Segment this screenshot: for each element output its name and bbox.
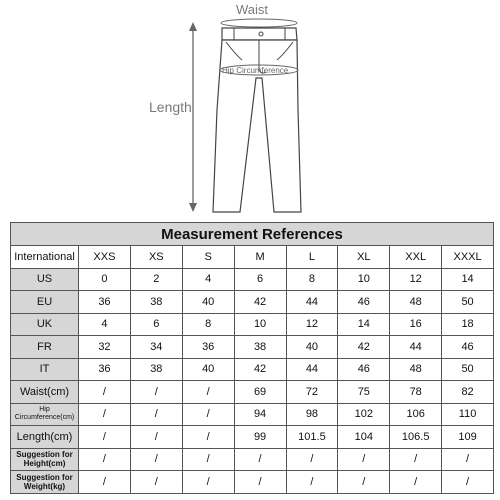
table-cell: / <box>130 403 182 426</box>
table-cell: 8 <box>182 313 234 336</box>
table-cell: 44 <box>390 336 442 359</box>
table-cell: 18 <box>442 313 494 336</box>
table-row <box>11 291 494 314</box>
table-cell: 50 <box>442 291 494 314</box>
table-cell: / <box>79 448 131 471</box>
table-cell: 14 <box>442 268 494 291</box>
table-row <box>11 426 494 449</box>
header-cell: XS <box>130 246 182 269</box>
pants-measurement-diagram <box>0 0 500 222</box>
table-cell: 46 <box>338 358 390 381</box>
table-cell: 8 <box>286 268 338 291</box>
table-cell: 106 <box>390 403 442 426</box>
table-cell: 110 <box>442 403 494 426</box>
table-cell: 12 <box>286 313 338 336</box>
hip-circumference-label: Hip Circumference <box>222 66 289 75</box>
table-cell: 109 <box>442 426 494 449</box>
table-row <box>11 403 494 426</box>
header-cell: XL <box>338 246 390 269</box>
pants-outline-illustration <box>0 0 500 222</box>
table-cell: 46 <box>442 336 494 359</box>
table-cell: / <box>182 448 234 471</box>
row-label: Waist(cm) <box>11 381 79 404</box>
table-cell: / <box>234 448 286 471</box>
table-cell: 44 <box>286 358 338 381</box>
table-cell: 72 <box>286 381 338 404</box>
table-cell: / <box>338 448 390 471</box>
table-title: Measurement References <box>11 223 494 246</box>
table-cell: / <box>130 448 182 471</box>
table-cell: / <box>130 471 182 494</box>
table-cell: / <box>338 471 390 494</box>
table-cell: / <box>182 403 234 426</box>
table-cell: / <box>390 471 442 494</box>
table-cell: 14 <box>338 313 390 336</box>
table-cell: / <box>79 403 131 426</box>
row-label: Hip Circumference(cm) <box>11 403 79 426</box>
table-cell: 101.5 <box>286 426 338 449</box>
row-label: UK <box>11 313 79 336</box>
table-cell: / <box>130 381 182 404</box>
table-cell: 69 <box>234 381 286 404</box>
table-cell: 46 <box>338 291 390 314</box>
table-row <box>11 471 494 494</box>
table-body <box>11 246 494 494</box>
table-cell: 42 <box>338 336 390 359</box>
table-cell: 44 <box>286 291 338 314</box>
table-cell: 0 <box>79 268 131 291</box>
table-cell: 16 <box>390 313 442 336</box>
table-row <box>11 381 494 404</box>
table-cell: / <box>286 448 338 471</box>
table-row <box>11 268 494 291</box>
row-label: Length(cm) <box>11 426 79 449</box>
table-cell: 78 <box>390 381 442 404</box>
table-cell: 38 <box>130 291 182 314</box>
table-cell: 6 <box>130 313 182 336</box>
table-row <box>11 448 494 471</box>
table-cell: 36 <box>79 291 131 314</box>
table-cell: 40 <box>286 336 338 359</box>
table-cell: 32 <box>79 336 131 359</box>
table-cell: 10 <box>234 313 286 336</box>
table-cell: 98 <box>286 403 338 426</box>
row-label: IT <box>11 358 79 381</box>
table-cell: 104 <box>338 426 390 449</box>
table-cell: / <box>182 426 234 449</box>
table-cell: / <box>130 426 182 449</box>
table-cell: 102 <box>338 403 390 426</box>
header-cell: L <box>286 246 338 269</box>
row-label: Suggestion for Weight(kg) <box>11 471 79 494</box>
header-cell: S <box>182 246 234 269</box>
table-cell: 12 <box>390 268 442 291</box>
table-cell: 42 <box>234 358 286 381</box>
table-cell: / <box>442 471 494 494</box>
table-cell: / <box>286 471 338 494</box>
table-cell: 38 <box>234 336 286 359</box>
table-cell: 4 <box>79 313 131 336</box>
table-cell: 106.5 <box>390 426 442 449</box>
table-cell: 34 <box>130 336 182 359</box>
waist-measure-ellipse <box>221 19 297 27</box>
header-cell: XXXL <box>442 246 494 269</box>
table-cell: 2 <box>130 268 182 291</box>
table-cell: 10 <box>338 268 390 291</box>
table-row <box>11 358 494 381</box>
table-cell: / <box>79 471 131 494</box>
table-cell: 42 <box>234 291 286 314</box>
header-cell: XXL <box>390 246 442 269</box>
table-row <box>11 336 494 359</box>
table-cell: / <box>79 381 131 404</box>
header-cell: M <box>234 246 286 269</box>
row-label: EU <box>11 291 79 314</box>
table-cell: / <box>182 381 234 404</box>
table-cell: 99 <box>234 426 286 449</box>
table-cell: 6 <box>234 268 286 291</box>
table-cell: 36 <box>182 336 234 359</box>
table-cell: 82 <box>442 381 494 404</box>
header-cell: International <box>11 246 79 269</box>
table-row <box>11 313 494 336</box>
table-cell: 50 <box>442 358 494 381</box>
waist-label: Waist <box>236 2 269 17</box>
measurement-table <box>10 222 494 494</box>
table-cell: / <box>234 471 286 494</box>
table-cell: / <box>79 426 131 449</box>
table-cell: 40 <box>182 291 234 314</box>
row-label: US <box>11 268 79 291</box>
table-header-row <box>11 246 494 269</box>
row-label: Suggestion for Height(cm) <box>11 448 79 471</box>
length-label: Length <box>149 99 192 115</box>
table-cell: 36 <box>79 358 131 381</box>
table-cell: 38 <box>130 358 182 381</box>
table-cell: 48 <box>390 358 442 381</box>
table-cell: 4 <box>182 268 234 291</box>
table-cell: 94 <box>234 403 286 426</box>
table-cell: / <box>442 448 494 471</box>
header-cell: XXS <box>79 246 131 269</box>
table-cell: / <box>390 448 442 471</box>
table-cell: 75 <box>338 381 390 404</box>
table-cell: 40 <box>182 358 234 381</box>
table-cell: / <box>182 471 234 494</box>
table-cell: 48 <box>390 291 442 314</box>
row-label: FR <box>11 336 79 359</box>
